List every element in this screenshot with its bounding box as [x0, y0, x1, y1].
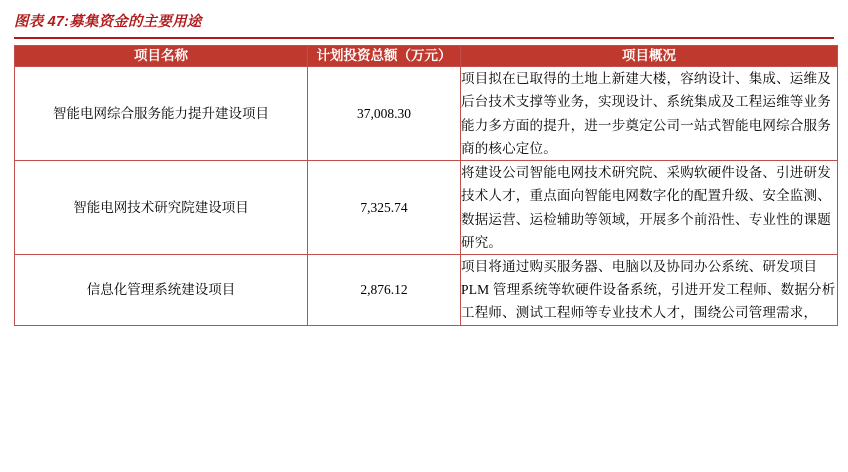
figure-caption: 图表 47:募集资金的主要用途: [14, 14, 202, 30]
table-row: [15, 161, 838, 255]
column-header-planned-investment: 计划投资总额（万元）: [308, 46, 461, 67]
table-row: [15, 255, 838, 326]
cell-planned-investment: 37,008.30: [308, 67, 461, 161]
cell-project-name: 信息化管理系统建设项目: [15, 255, 308, 326]
fund-usage-table: [14, 45, 838, 326]
figure-caption-block: [0, 0, 848, 33]
table-header: [15, 46, 838, 67]
column-header-project-name: 项目名称: [15, 46, 308, 67]
table-body: [15, 67, 838, 325]
table-row: [15, 67, 838, 161]
cell-planned-investment: 7,325.74: [308, 161, 461, 255]
column-header-project-overview: 项目概况: [461, 46, 838, 67]
cell-project-overview: 将建设公司智能电网技术研究院、采购软硬件设备、引进研发技术人才，重点面向智能电网数字化的配置升级、安全监测、数据运营、运检辅助等领域，开展多个前沿性、专业性的课题研究。: [461, 161, 838, 255]
cell-project-overview: 项目将通过购买服务器、电脑以及协同办公系统、研发项目 PLM 管理系统等软硬件设备系统，引进开发工程师、数据分析工程师、测试工程师等专业技术人才，围绕公司管理需求，: [461, 255, 838, 326]
fund-usage-table-wrapper: [14, 45, 834, 326]
table-header-row: [15, 46, 838, 67]
cell-project-name: 智能电网综合服务能力提升建设项目: [15, 67, 308, 161]
cell-planned-investment: 2,876.12: [308, 255, 461, 326]
cell-project-overview: 项目拟在已取得的土地上新建大楼，容纳设计、集成、运维及后台技术支撑等业务，实现设计、系统集成及工程运维等业务能力多方面的提升，进一步奠定公司一站式智能电网综合服务商的核心定位。: [461, 67, 838, 161]
caption-divider: [14, 37, 834, 39]
cell-project-name: 智能电网技术研究院建设项目: [15, 161, 308, 255]
